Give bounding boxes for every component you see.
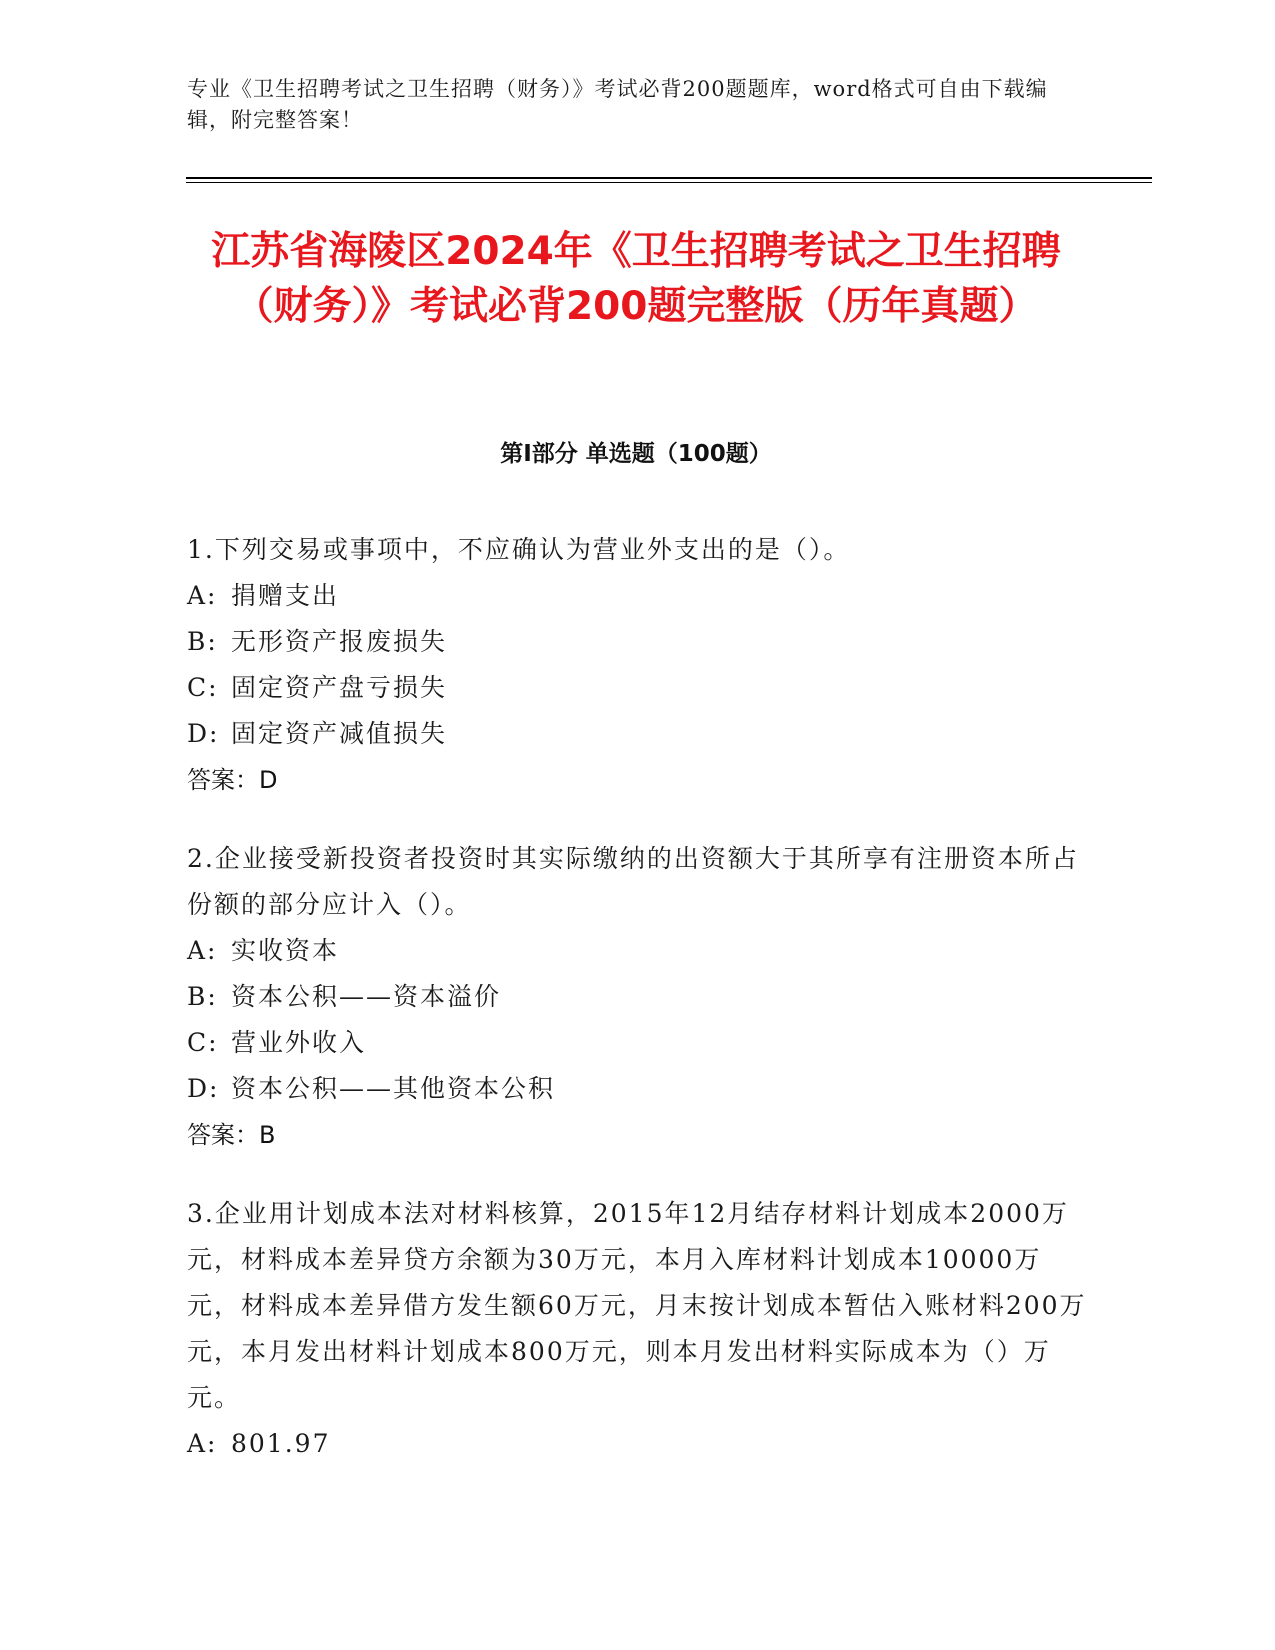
option-text: 营业外收入 xyxy=(231,1028,367,1057)
option-letter: C: xyxy=(187,1028,219,1057)
question-list xyxy=(187,527,1087,1500)
option-c xyxy=(187,1020,1087,1066)
option-letter: A: xyxy=(187,581,218,610)
option-letter: A: xyxy=(187,936,218,965)
option-text: 资本公积——其他资本公积 xyxy=(231,1074,556,1103)
section-heading: 第I部分 单选题（100题） xyxy=(500,441,772,467)
answer-line: 答案：D xyxy=(187,766,278,794)
option-text: 801.97 xyxy=(231,1429,331,1458)
option-a xyxy=(187,1421,1087,1467)
option-d xyxy=(187,1066,1087,1112)
header-rule-thin xyxy=(186,182,1152,183)
question-stem: 1.下列交易或事项中，不应确认为营业外支出的是（）。 xyxy=(187,535,851,564)
question-2 xyxy=(187,836,1087,1158)
option-letter: A: xyxy=(187,1429,218,1458)
option-text: 捐赠支出 xyxy=(231,581,340,610)
option-text: 实收资本 xyxy=(231,936,340,965)
option-letter: C: xyxy=(187,673,219,702)
question-3 xyxy=(187,1191,1087,1467)
option-b xyxy=(187,974,1087,1020)
option-letter: B: xyxy=(187,982,218,1011)
header-note: 专业《卫生招聘考试之卫生招聘（财务）》考试必背200题题库，word格式可自由下载编辑，附完整答案！ xyxy=(187,77,1048,132)
option-d xyxy=(187,711,1087,757)
option-text: 资本公积——资本溢价 xyxy=(231,982,502,1011)
option-text: 无形资产报废损失 xyxy=(231,627,448,656)
option-letter: D: xyxy=(187,1074,220,1103)
header-rule-thick xyxy=(186,177,1152,179)
option-a xyxy=(187,928,1087,974)
option-text: 固定资产减值损失 xyxy=(231,719,448,748)
option-b xyxy=(187,619,1087,665)
answer-line: 答案：B xyxy=(187,1121,276,1149)
option-c xyxy=(187,665,1087,711)
option-letter: D: xyxy=(187,719,220,748)
option-letter: B: xyxy=(187,627,218,656)
question-stem: 2.企业接受新投资者投资时其实际缴纳的出资额大于其所享有注册资本所占份额的部分应计入（）。 xyxy=(187,844,1079,919)
option-a xyxy=(187,573,1087,619)
question-1 xyxy=(187,527,1087,803)
document-title: 江苏省海陵区2024年《卫生招聘考试之卫生招聘（财务）》考试必背200题完整版（历年真题） xyxy=(211,229,1061,329)
question-stem: 3.企业用计划成本法对材料核算，2015年12月结存材料计划成本2000万元，材料成本差异贷方余额为30万元，本月入库材料计划成本10000万元，材料成本差异借方发生额60万元，月末按计划成本暂估入账材料200万元，本月发出材料计划成本800万元，则本月发出材料实际成本为（）万元。 xyxy=(187,1199,1087,1412)
option-text: 固定资产盘亏损失 xyxy=(231,673,448,702)
